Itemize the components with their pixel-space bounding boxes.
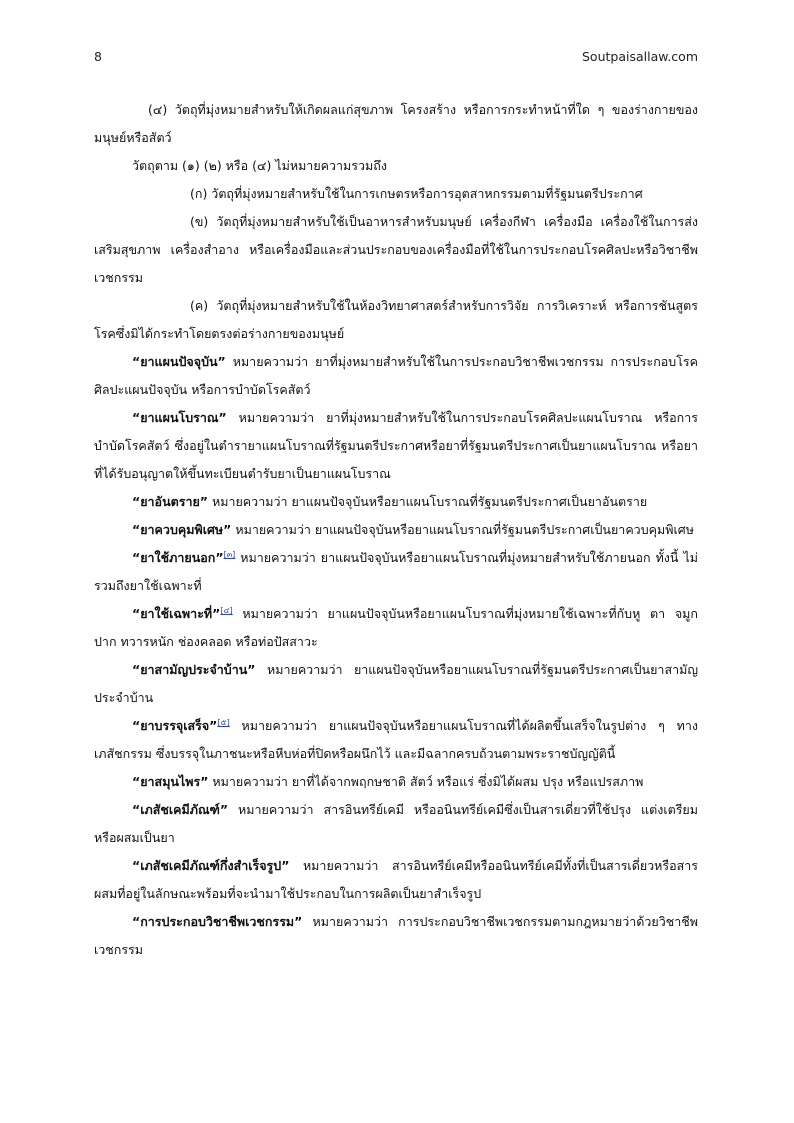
definition-text: หมายความว่า ยาแผนปัจจุบันหรือยาแผนโบราณที่มุ่งหมายสำหรับใช้ภายนอก ทั้งนี้ ไม่รวมถึงยาใช้เฉพาะที่ bbox=[94, 550, 698, 593]
footnote-link[interactable]: [๓] bbox=[223, 549, 236, 559]
paragraph-exclusion-a: (ก) วัตถุที่มุ่งหมายสำหรับใช้ในการเกษตรหรือการอุตสาหกรรมตามที่รัฐมนตรีประกาศ bbox=[190, 186, 643, 201]
footnote-link[interactable]: [๔] bbox=[220, 605, 233, 615]
paragraph-exclusion-c: (ค) วัตถุที่มุ่งหมายสำหรับใช้ในห้องวิทยาศาสตร์สำหรับการวิจัย การวิเคราะห์ หรือการชันสูตรโรคซึ่งมิได้กระทำโดยตรงต่อร่างกายของมนุษย์ bbox=[94, 298, 698, 341]
definition-paragraph bbox=[94, 852, 698, 908]
definition-term: “ยาใช้ภายนอก” bbox=[132, 550, 224, 565]
definition-text: หมายความว่า ยาแผนปัจจุบันหรือยาแผนโบราณที่ได้ผลิตขึ้นเสร็จในรูปต่าง ๆ ทางเภสัชกรรม ซึ่งบรรจุในภาชนะหรือหีบห่อที่ปิดหรือผนึกไว้ และมีฉลากครบถ้วนตามพระราชบัญญัตินี้ bbox=[94, 718, 698, 761]
definition-text: หมายความว่า สารอินทรีย์เคมี หรืออนินทรีย์เคมีซึ่งเป็นสารเดี่ยวที่ใช้ปรุง แต่งเตรียม หรือผสมเป็นยา bbox=[94, 802, 698, 845]
definition-paragraph bbox=[94, 516, 698, 544]
definition-paragraph bbox=[94, 796, 698, 852]
definition-term: “เภสัชเคมีภัณฑ์กึ่งสำเร็จรูป” bbox=[132, 858, 290, 873]
footnote-link[interactable]: [๕] bbox=[217, 717, 230, 727]
definition-text: หมายความว่า ยาแผนปัจจุบันหรือยาแผนโบราณที่รัฐมนตรีประกาศเป็นยาสามัญประจำบ้าน bbox=[94, 662, 698, 705]
definition-term: “ยาบรรจุเสร็จ” bbox=[132, 718, 218, 733]
definition-text: หมายความว่า ยาแผนปัจจุบันหรือยาแผนโบราณที่มุ่งหมายใช้เฉพาะที่กับหู ตา จมูก ปาก ทวารหนัก ช่องคลอด หรือท่อปัสสาวะ bbox=[94, 606, 698, 649]
definition-text: หมายความว่า ยาที่ได้จากพฤกษชาติ สัตว์ หรือแร่ ซึ่งมิได้ผสม ปรุง หรือแปรสภาพ bbox=[208, 774, 644, 789]
site-name: Soutpaisallaw.com bbox=[582, 49, 698, 64]
definition-paragraph bbox=[94, 348, 698, 404]
definition-term: “เภสัชเคมีภัณฑ์” bbox=[132, 802, 229, 817]
paragraph-exclusion-b: (ข) วัตถุที่มุ่งหมายสำหรับใช้เป็นอาหารสำหรับมนุษย์ เครื่องกีฬา เครื่องมือ เครื่องใช้ในการส่งเสริมสุขภาพ เครื่องสำอาง หรือเครื่องมือและส่วนประกอบของเครื่องมือที่ใช้ในการประกอบโรคศิลปะหรือวิชาชีพเวชกรรม bbox=[94, 214, 698, 285]
definition-paragraph bbox=[94, 544, 698, 600]
definition-term: “ยาแผนโบราณ” bbox=[132, 410, 227, 425]
definition-term: “ยาอันตราย” bbox=[132, 494, 209, 509]
definition-term: “ยาสมุนไพร” bbox=[132, 774, 209, 789]
definition-term: “ยาสามัญประจำบ้าน” bbox=[132, 662, 256, 677]
definition-term: “การประกอบวิชาชีพเวชกรรม” bbox=[132, 914, 303, 929]
document-body bbox=[94, 96, 698, 964]
definition-term: “ยาแผนปัจจุบัน” bbox=[132, 354, 226, 369]
definition-text: หมายความว่า ยาที่มุ่งหมายสำหรับใช้ในการประกอบโรคศิลปะแผนโบราณ หรือการบำบัดโรคสัตว์ ซึ่งอยู่ในตำรายาแผนโบราณที่รัฐมนตรีประกาศหรือยาที่รัฐมนตรีประกาศเป็นยาแผนโบราณ หรือยาที่ได้รับอนุญาตให้ขึ้นทะเบียนตำรับยาเป็นยาแผนโบราณ bbox=[94, 410, 698, 481]
definition-text: หมายความว่า ยาที่มุ่งหมายสำหรับใช้ในการประกอบวิชาชีพเวชกรรม การประกอบโรคศิลปะแผนปัจจุบัน หรือการบำบัดโรคสัตว์ bbox=[94, 354, 698, 397]
definition-paragraph bbox=[94, 404, 698, 488]
definition-text: หมายความว่า ยาแผนปัจจุบันหรือยาแผนโบราณที่รัฐมนตรีประกาศเป็นยาอันตราย bbox=[208, 494, 648, 509]
paragraph-exclusions: วัตถุตาม (๑) (๒) หรือ (๔) ไม่หมายความรวมถึง bbox=[132, 158, 387, 173]
definition-paragraph bbox=[94, 768, 698, 796]
page-number: 8 bbox=[94, 49, 102, 64]
definition-text: หมายความว่า สารอินทรีย์เคมีหรืออนินทรีย์เคมีทั้งที่เป็นสารเดี่ยวหรือสารผสมที่อยู่ในลักษณะพร้อมที่จะนำมาใช้ประกอบในการผลิตเป็นยาสำเร็จรูป bbox=[94, 858, 698, 901]
definition-text: หมายความว่า การประกอบวิชาชีพเวชกรรมตามกฎหมายว่าด้วยวิชาชีพเวชกรรม bbox=[94, 914, 698, 957]
definition-paragraph bbox=[94, 712, 698, 768]
definition-term: “ยาใช้เฉพาะที่” bbox=[132, 606, 221, 621]
definition-paragraph bbox=[94, 488, 698, 516]
definition-text: หมายความว่า ยาแผนปัจจุบันหรือยาแผนโบราณที่รัฐมนตรีประกาศเป็นยาควบคุมพิเศษ bbox=[231, 522, 694, 537]
definition-term: “ยาควบคุมพิเศษ” bbox=[132, 522, 232, 537]
definition-paragraph bbox=[94, 908, 698, 964]
definition-paragraph bbox=[94, 656, 698, 712]
paragraph-item-4: (๔) วัตถุที่มุ่งหมายสำหรับให้เกิดผลแก่สุขภาพ โครงสร้าง หรือการกระทำหน้าที่ใด ๆ ของร่างกายของมนุษย์หรือสัตว์ bbox=[94, 102, 698, 145]
definition-paragraph bbox=[94, 600, 698, 656]
